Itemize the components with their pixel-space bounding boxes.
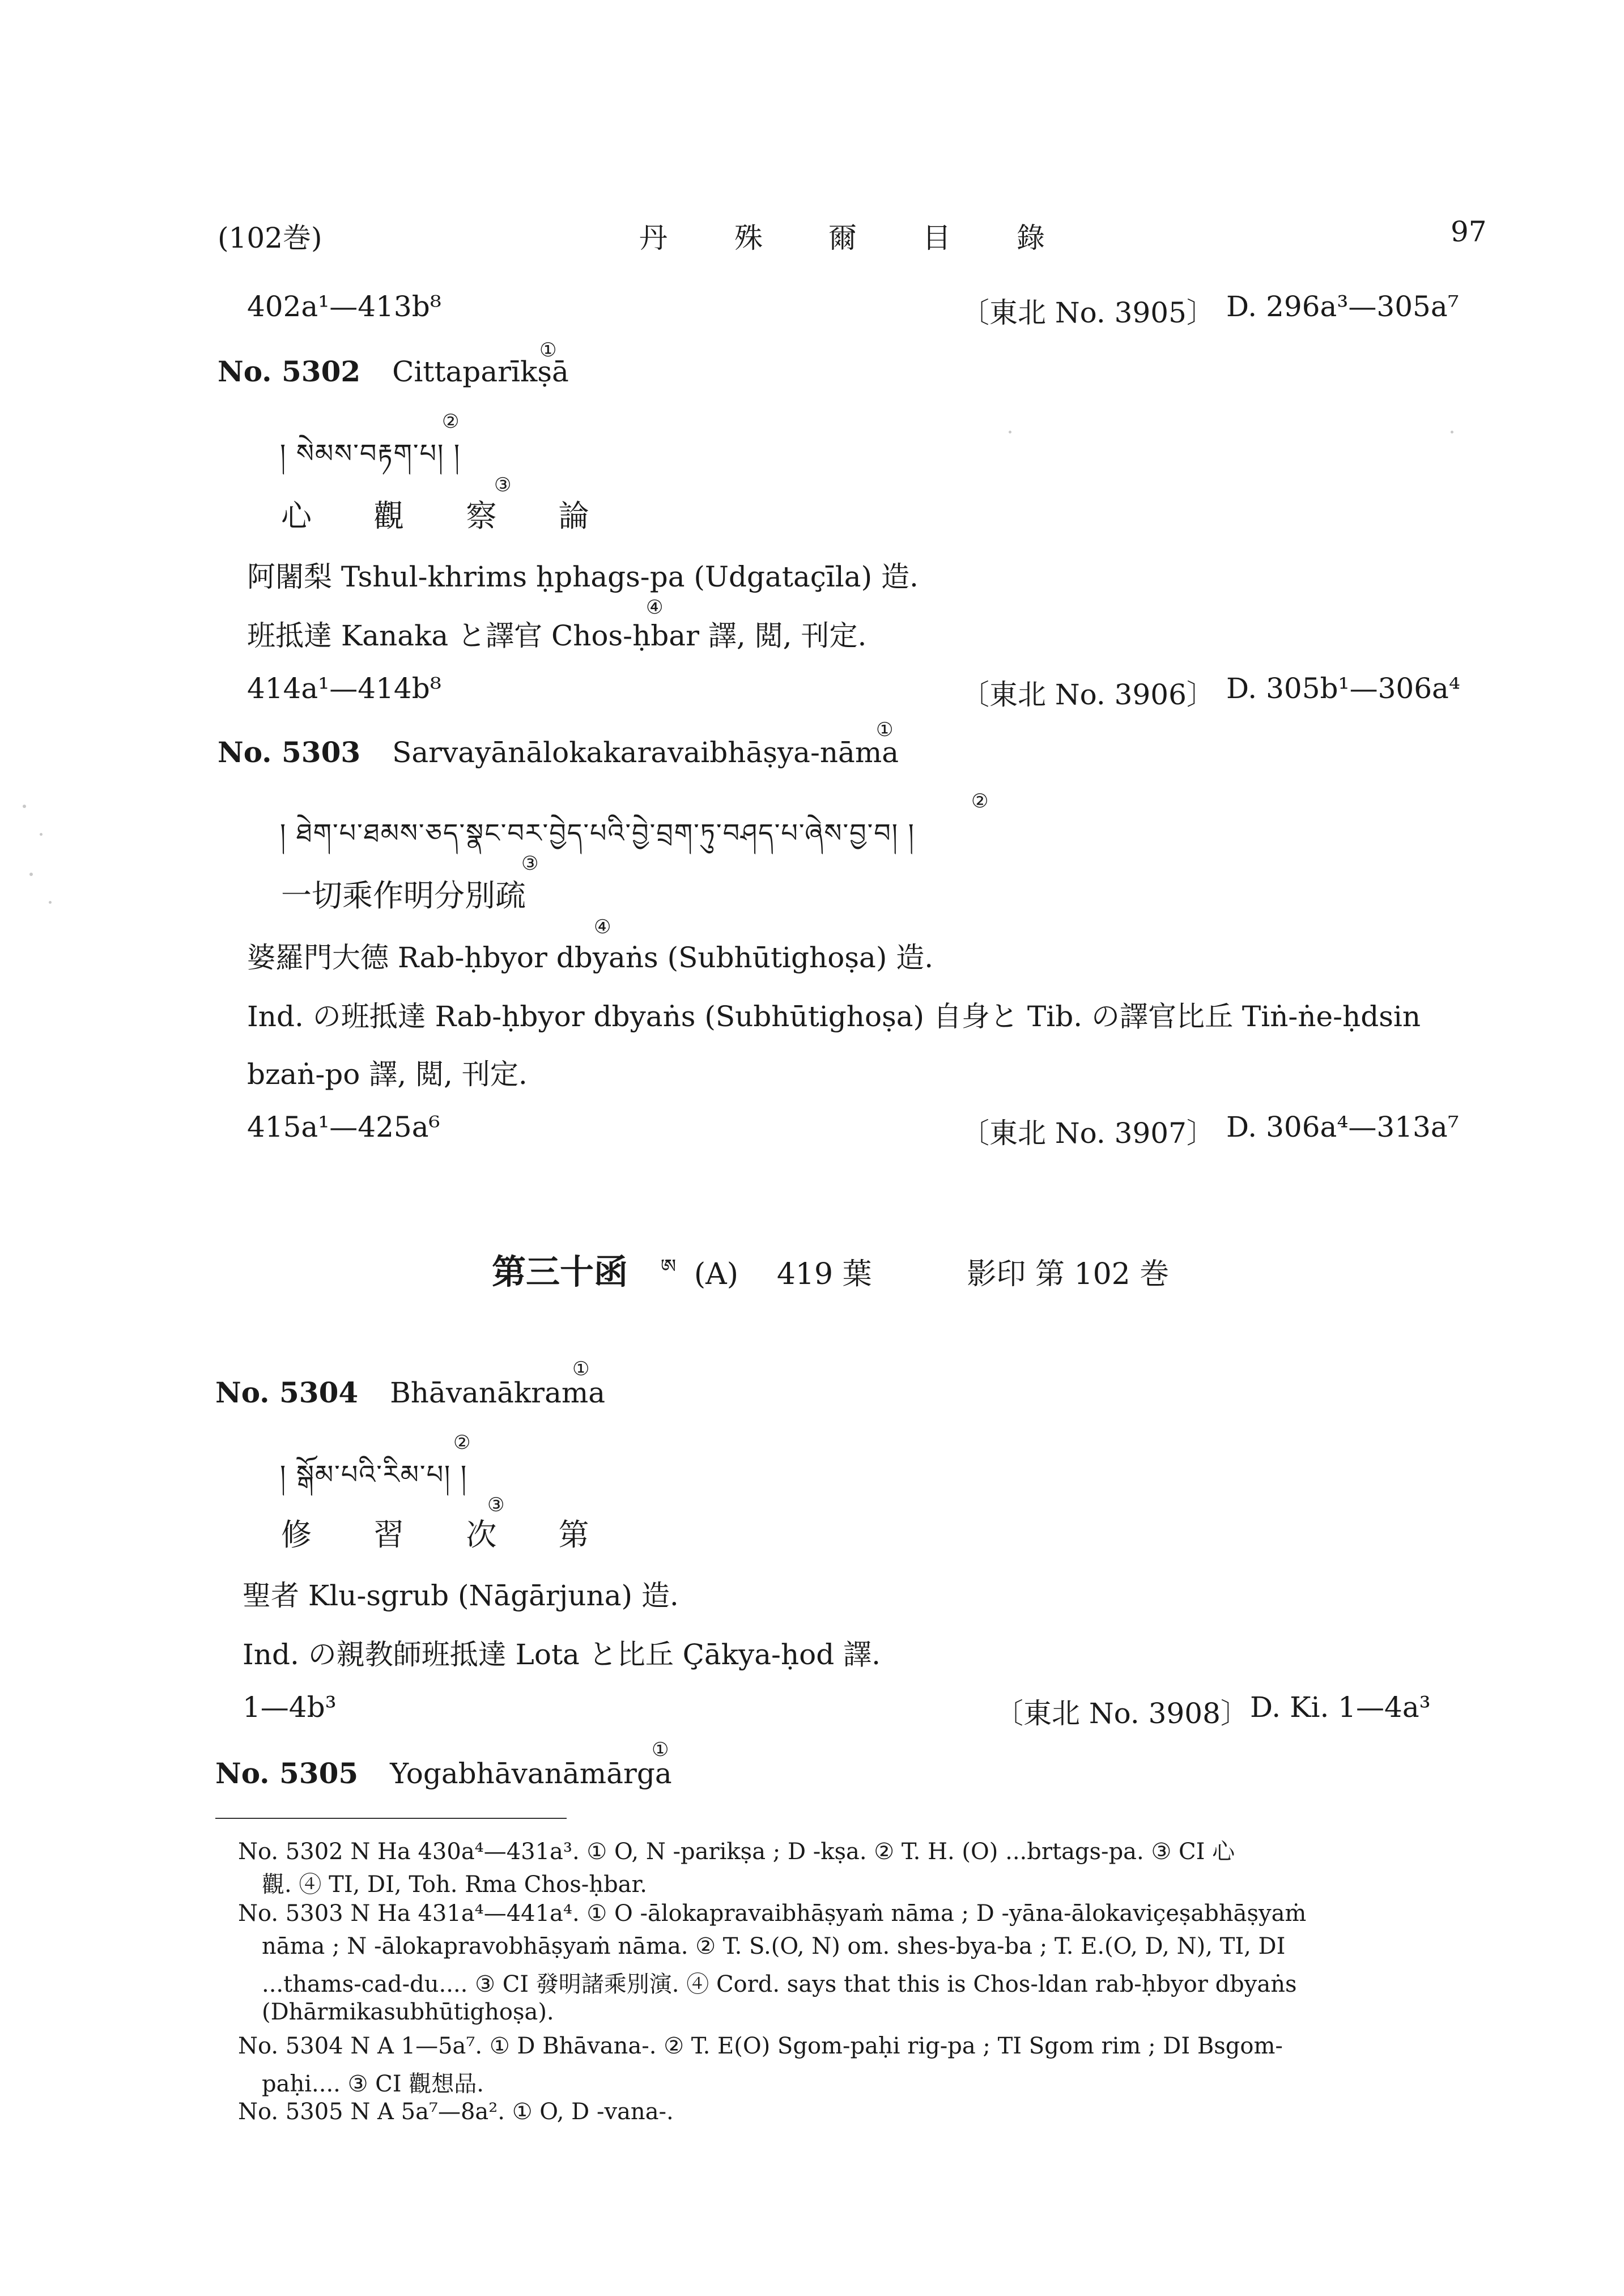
- marker-5302-3: ③: [494, 474, 512, 496]
- entry-5302-author: 阿闍梨 Tshul-khrims ḥphags-pa (Udgataçīla) 造.: [247, 560, 919, 593]
- scan-speck: [29, 873, 33, 876]
- marker-5304-3: ③: [487, 1494, 505, 1516]
- footnote-5304-line-1: No. 5304 N A 1—5a⁷. ① D Bhāvana-. ② T. E(O) Sgom-paḥi rig-pa ; TI Sgom rim ; DI Bsgom-: [238, 2033, 1283, 2059]
- footnote-5303-line-1: No. 5303 N Ha 431a⁴—441a⁴. ① O -ālokapravaibhāṣyaṁ nāma ; D -yāna-ālokaviçeṣabhāṣyaṁ: [238, 1900, 1307, 1927]
- pre-range: 402a¹—413b⁸: [247, 290, 441, 323]
- entry-5303-tibetan: ། ཐེག་པ་ཐམས་ཅད་སྣང་བར་བྱེད་པའི་བྱེ་བྲག་ཏུ་བཤད་པ་ཞེས་བྱ་བ། །: [280, 818, 915, 848]
- marker-5303-2: ②: [971, 790, 989, 813]
- footnote-5304-line-2: paḥi.... ③ CI 觀想品.: [262, 2071, 484, 2097]
- entry-5302-chinese: 心 觀 察 論: [281, 498, 615, 534]
- entry-5304-chinese: 修 習 次 第: [281, 1517, 615, 1553]
- entry-5304-author: 聖者 Klu-sgrub (Nāgārjuna) 造.: [243, 1579, 679, 1612]
- entry-5303-author: 婆羅門大德 Rab-ḥbyor dbyaṅs (Subhūtighoṣa) 造.: [247, 941, 934, 974]
- marker-5302-1: ①: [539, 339, 557, 362]
- entry-5304-range: 1—4b³: [243, 1691, 337, 1724]
- scan-speck: [1009, 431, 1011, 433]
- entry-5302-number: No. 5302: [218, 355, 361, 388]
- page-title-char-5: 錄: [1017, 222, 1045, 254]
- entry-5302-translator: 班抵達 Kanaka と譯官 Chos-ḥbar 譯, 閲, 刊定.: [247, 619, 867, 652]
- footnote-5302-line-1: No. 5302 N Ha 430a⁴—431a³. ① O, N -parikṣa ; D -kṣa. ② T. H. (O) ...brtags-pa. ③ CI 心: [238, 1839, 1235, 1865]
- entry-5302-title: Cittaparīkṣā: [392, 355, 569, 388]
- section-title: 第三十函: [492, 1252, 628, 1292]
- marker-5302-2: ②: [442, 410, 460, 433]
- page-title-char-4: 目: [922, 222, 951, 254]
- entry-5302-tohoku: 〔東北 No. 3906〕: [961, 678, 1215, 711]
- entry-5305-number: No. 5305: [215, 1757, 359, 1790]
- marker-5303-1: ①: [876, 718, 894, 741]
- entry-5304-title: Bhāvanākrama: [390, 1376, 606, 1409]
- section-facsimile: 影印 第 102 巻: [967, 1257, 1170, 1291]
- entry-5303-derge: D. 306a⁴—313a⁷: [1226, 1111, 1459, 1143]
- marker-5303-4: ④: [594, 916, 611, 938]
- section-header: [492, 1244, 1169, 1299]
- scan-speck: [40, 833, 42, 836]
- marker-5302-4: ④: [646, 596, 664, 619]
- entry-5303-translator-1: Ind. の班抵達 Rab-ḥbyor dbyaṅs (Subhūtighoṣa) 自身と Tib. の譯官比丘 Tiṅ-ṅe-ḥdsin: [247, 1000, 1421, 1033]
- section-letter-latin: (A): [694, 1257, 738, 1291]
- entry-5302-range: 414a¹—414b⁸: [247, 672, 441, 705]
- footnote-5303-line-3: ...thams-cad-du.... ③ CI 發明諸乘別演. ④ Cord. says that this is Chos-ldan rab-ḥbyor dbyaṅs: [262, 1971, 1297, 1997]
- footnote-5302-line-2: 觀. ④ TI, DI, Toh. Rma Chos-ḥbar.: [262, 1872, 647, 1898]
- footnote-5303-line-2: nāma ; N -ālokapravobhāṣyaṁ nāma. ② T. S.(O, N) om. shes-bya-ba ; T. E.(O, D, N), TI, DI: [262, 1933, 1286, 1959]
- entry-5305-heading: [215, 1757, 672, 1790]
- footnote-divider: [215, 1818, 567, 1819]
- page-number: 97: [1451, 215, 1487, 248]
- entry-5303-range: 415a¹—425a⁶: [247, 1111, 440, 1143]
- entry-5303-heading: [218, 735, 899, 769]
- entry-5303-number: No. 5303: [218, 735, 361, 769]
- entry-5304-heading: [215, 1376, 605, 1409]
- entry-5303-tohoku: 〔東北 No. 3907〕: [961, 1117, 1215, 1150]
- marker-5305-1: ①: [652, 1738, 669, 1761]
- entry-5304-number: No. 5304: [215, 1376, 359, 1409]
- page-title-char-2: 殊: [734, 222, 763, 254]
- entry-5303-chinese: 一切乘作明分別疏: [281, 878, 526, 913]
- footnote-5303-line-4: (Dhārmikasubhūtighoṣa).: [262, 1999, 554, 2025]
- entry-5303-title: Sarvayānālokakaravaibhāṣya-nāma: [392, 736, 899, 769]
- entry-5304-tibetan: ། སྒོམ་པའི་རིམ་པ། །: [280, 1459, 468, 1490]
- volume-label: (102巻): [218, 222, 322, 254]
- marker-5304-2: ②: [453, 1431, 471, 1454]
- entry-5304-derge: D. Ki. 1—4a³: [1250, 1691, 1431, 1724]
- scan-speck: [1451, 431, 1453, 433]
- entry-5302-heading: [218, 355, 569, 388]
- page-title-char-1: 丹: [639, 222, 668, 254]
- entry-5302-derge: D. 305b¹—306a⁴: [1226, 672, 1460, 705]
- pre-tohoku: 〔東北 No. 3905〕: [961, 296, 1215, 329]
- pre-derge: D. 296a³—305a⁷: [1226, 290, 1459, 323]
- section-leaves: 419 葉: [776, 1257, 872, 1291]
- marker-5304-1: ①: [572, 1358, 590, 1380]
- entry-5304-translator: Ind. の親教師班抵達 Lota と比丘 Çākya-ḥod 譯.: [243, 1638, 881, 1671]
- scan-speck: [49, 901, 52, 904]
- entry-5302-tibetan: ། སེམས་བརྟག་པ། །: [280, 438, 461, 469]
- section-letter: ཨ: [660, 1255, 677, 1278]
- scan-speck: [23, 805, 26, 808]
- page-title-char-3: 爾: [828, 222, 857, 254]
- marker-5303-3: ③: [521, 852, 539, 875]
- entry-5304-tohoku: 〔東北 No. 3908〕: [995, 1697, 1249, 1730]
- entry-5303-translator-2: bzaṅ-po 譯, 閲, 刊定.: [247, 1058, 528, 1091]
- footnote-5305-line-1: No. 5305 N A 5a⁷—8a². ① O, D -vana-.: [238, 2099, 674, 2125]
- entry-5305-title: Yogabhāvanāmārga: [390, 1757, 672, 1790]
